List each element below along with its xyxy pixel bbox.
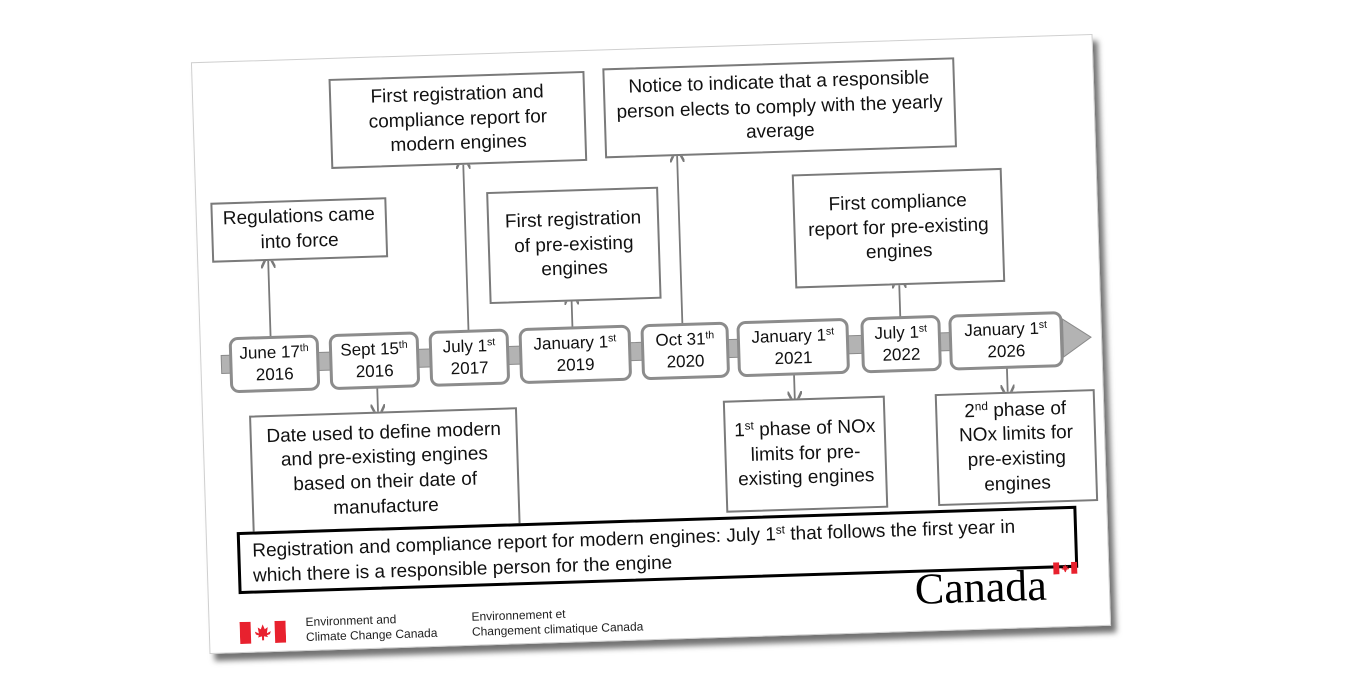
- connector-first-compliance: [899, 281, 900, 319]
- date-sup: st: [607, 332, 617, 345]
- canada-flag-icon: [240, 621, 287, 644]
- date-sup: st: [486, 336, 496, 349]
- date-sup: st: [918, 322, 928, 335]
- event-text: Regulations came into force: [222, 203, 376, 254]
- date-sup: th: [705, 329, 715, 342]
- event-regulations: [210, 197, 388, 262]
- event-text: Notice to indicate that a responsible person elects to comply with the yearly average: [616, 67, 944, 144]
- date-year: 2026: [987, 341, 1026, 362]
- date-line1: July 1: [442, 336, 488, 357]
- timeline-arrowhead: [1062, 318, 1091, 357]
- dept-fr-line1: Environnement et: [471, 606, 566, 624]
- event-text: First registration of pre-existing engines: [504, 207, 642, 281]
- date-year: 2020: [666, 351, 705, 372]
- date-year: 2019: [556, 354, 595, 375]
- event-text: First registration and compliance report for modern engines: [368, 81, 548, 157]
- connector-first-registration-modern: [463, 162, 468, 333]
- event-text: First compliance report for pre-existing engines: [807, 189, 990, 264]
- timeline-slide: [191, 34, 1111, 654]
- note-sup: st: [775, 523, 786, 537]
- ordinal-sup: st: [744, 419, 754, 433]
- event-first-registration-preexisting: [486, 187, 661, 304]
- connector-regulations: [268, 261, 270, 339]
- date-sup: st: [825, 325, 835, 338]
- note-text-pre: Registration and compliance report for modern engines: July 1: [251, 524, 777, 562]
- date-year: 2016: [355, 361, 394, 382]
- event-notice: [602, 57, 957, 158]
- date-line1: Oct 31: [655, 329, 706, 350]
- event-phase2: [935, 389, 1098, 506]
- wordmark-flag-icon: [1053, 562, 1077, 575]
- event-first-registration-modern: [329, 71, 588, 169]
- date-box-sept-2016: [329, 331, 421, 390]
- dept-en-line2: Climate Change Canada: [305, 625, 438, 644]
- date-year: 2022: [882, 344, 921, 365]
- date-line1: January 1: [751, 325, 827, 347]
- event-text: [733, 415, 877, 493]
- date-line1: January 1: [533, 332, 609, 354]
- note-text-post: that follows the first year in which there is a responsible person for the engine: [252, 516, 1016, 587]
- connector-first-registration-preexisting: [571, 297, 572, 329]
- date-year: 2017: [450, 358, 489, 379]
- canada-wordmark: Canada: [914, 560, 1048, 614]
- event-rest: phase of NOx limits for pre-existing engines: [958, 397, 1074, 496]
- date-box-july-2022: [860, 315, 942, 373]
- date-box-july-2017: [428, 328, 510, 386]
- event-text: [945, 396, 1088, 499]
- date-box-jan-2026: [948, 311, 1064, 371]
- date-line1: June 17: [239, 341, 301, 363]
- ordinal-number: 2: [964, 400, 976, 422]
- date-box-june-2016: [229, 334, 321, 393]
- event-phase1: [723, 396, 888, 513]
- date-sup: st: [1038, 318, 1048, 331]
- date-line1: July 1: [874, 322, 920, 343]
- department-name-fr: [471, 604, 643, 639]
- date-line1: January 1: [963, 318, 1040, 341]
- date-box-jan-2021: [736, 318, 850, 377]
- event-first-compliance-preexisting: [792, 168, 1005, 289]
- date-year: 2021: [774, 347, 813, 369]
- date-box-oct-2020: [640, 322, 730, 381]
- date-box-jan-2019: [518, 325, 632, 384]
- event-date-used: [249, 407, 521, 533]
- dept-fr-line2: Changement climatique Canada: [471, 619, 644, 639]
- ordinal-sup: nd: [974, 399, 989, 414]
- date-sup: th: [299, 341, 309, 355]
- department-name-en: [305, 611, 437, 645]
- date-sup: th: [398, 338, 408, 352]
- date-year: 2016: [255, 364, 294, 385]
- ordinal-number: 1: [733, 420, 746, 442]
- event-rest: phase of NOx limits for pre-existing engines: [737, 415, 876, 491]
- dept-en-line1: Environment and: [305, 612, 397, 629]
- date-line1: Sept 15: [340, 338, 400, 360]
- connector-notice: [677, 155, 682, 326]
- event-text: Date used to define modern and pre-existing engines based on their date of manufacture: [266, 418, 502, 519]
